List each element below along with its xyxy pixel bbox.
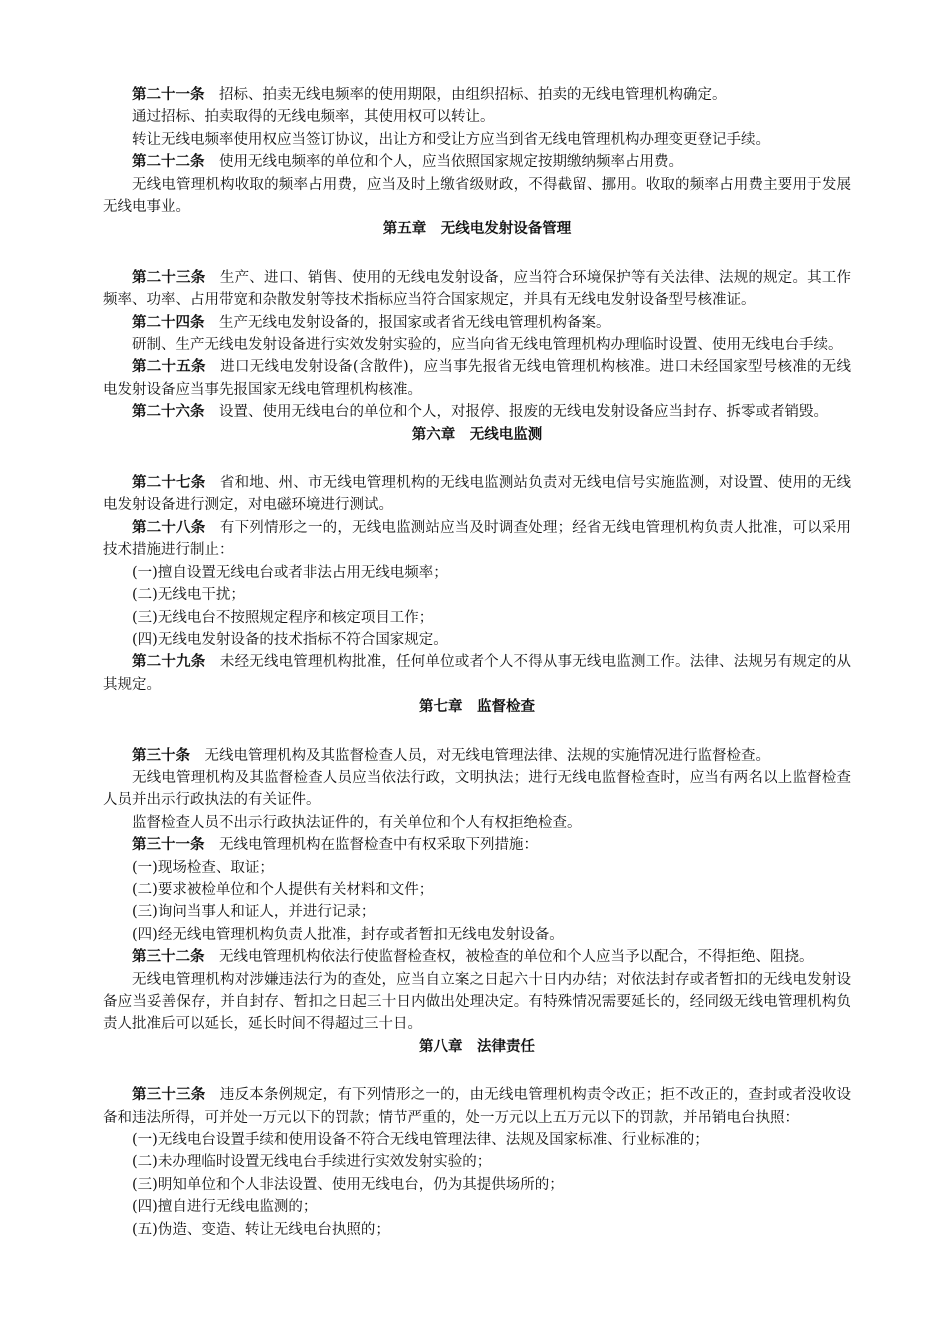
list-item: (五)伪造、变造、转让无线电台执照的； (132, 1221, 390, 1238)
article-text: 无线电管理机构在监督检查中有权采取下列措施： (219, 837, 538, 854)
document-body (103, 84, 851, 1241)
list-item: (二)未办理临时设置无线电台手续进行实效发射实验的； (132, 1154, 492, 1171)
article-32 (103, 946, 851, 968)
article-text: 未经无线电管理机构批准，任何单位或者个人不得从事无线电监测工作。法律、法规另有规定的从其规定。 (103, 654, 851, 693)
article-28 (103, 517, 851, 562)
article-number: 第二十六条 (132, 403, 205, 421)
list-item: (一)擅自设置无线电台或者非法占用无线电频率； (132, 564, 448, 581)
article-number: 第二十四条 (132, 313, 205, 331)
paragraph: 监督检查人员不出示行政执法证件的，有关单位和个人有权拒绝检查。 (132, 814, 582, 831)
chapter-heading: 第八章 法律责任 (419, 1037, 535, 1055)
article-26 (103, 401, 851, 423)
article-33 (103, 1084, 851, 1129)
spacer (103, 241, 851, 267)
article-number: 第三十二条 (132, 948, 205, 966)
spacer (103, 1058, 851, 1084)
spacer (103, 719, 851, 745)
article-number: 第三十一条 (132, 836, 205, 854)
article-text: 使用无线电频率的单位和个人，应当依照国家规定按期缴纳频率占用费。 (219, 154, 683, 171)
article-text: 生产无线电发射设备的，报国家或者省无线电管理机构备案。 (219, 314, 611, 331)
list-item: (二)要求被检单位和个人提供有关材料和文件； (132, 881, 434, 898)
article-text: 有下列情形之一的，无线电监测站应当及时调查处理；经省无线电管理机构负责人批准，可以采用技术措施进行制止： (103, 519, 851, 559)
article-number: 第二十二条 (132, 153, 205, 171)
article-29 (103, 651, 851, 696)
article-31 (103, 834, 851, 856)
list-item: (四)经无线电管理机构负责人批准，封存或者暂扣无线电发射设备。 (132, 926, 564, 943)
article-text: 招标、拍卖无线电频率的使用期限，由组织招标、拍卖的无线电管理机构确定。 (219, 87, 727, 103)
article-number: 第二十九条 (132, 653, 206, 671)
article-text: 进口无线电发射设备(含散件)，应当事先报省无线电管理机构核准。进口未经国家型号核准的无线电发射设备应当事先报国家无线电管理机构核准。 (103, 359, 851, 398)
paragraph: 无线电管理机构收取的频率占用费，应当及时上缴省级财政，不得截留、挪用。收取的频率占用费主要用于发展无线电事业。 (103, 176, 851, 216)
paragraph: 无线电管理机构及其监督检查人员应当依法行政，文明执法；进行无线电监督检查时，应当有两名以上监督检查人员并出示行政执法的有关证件。 (103, 769, 851, 809)
article-number: 第三十条 (132, 746, 190, 764)
chapter-heading: 第五章 无线电发射设备管理 (382, 220, 572, 238)
article-number: 第二十三条 (132, 268, 206, 286)
article-number: 第二十一条 (132, 86, 205, 103)
paragraph: 转让无线电频率使用权应当签订协议，出让方和受让方应当到省无线电管理机构办理变更登记手续。 (132, 131, 770, 148)
article-number: 第二十五条 (132, 358, 206, 376)
article-number: 第二十八条 (132, 518, 206, 536)
list-item: (二)无线电干扰； (132, 587, 245, 604)
chapter-heading: 第六章 无线电监测 (411, 425, 543, 443)
article-21 (103, 84, 851, 106)
article-30 (103, 745, 851, 767)
article-24 (103, 312, 851, 334)
chapter-heading: 第七章 监督检查 (419, 698, 535, 716)
article-text: 省和地、州、市无线电管理机构的无线电监测站负责对无线电信号实施监测，对设置、使用的无线电发射设备进行测定，对电磁环境进行测试。 (103, 475, 851, 514)
list-item: (三)明知单位和个人非法设置、使用无线电台，仍为其提供场所的； (132, 1176, 564, 1193)
article-text: 生产、进口、销售、使用的无线电发射设备，应当符合环境保护等有关法律、法规的规定。其工作频率、功率、占用带宽和杂散发射等技术指标应当符合国家规定，并具有无线电发射设备型号核准证。 (103, 269, 851, 309)
list-item: (四)无线电发射设备的技术指标不符合国家规定。 (132, 631, 448, 648)
list-item: (一)现场检查、取证； (132, 859, 274, 876)
list-item: (三)询问当事人和证人，并进行记录； (132, 904, 376, 921)
paragraph: 通过招标、拍卖取得的无线电频率，其使用权可以转让。 (132, 109, 495, 126)
spacer (103, 446, 851, 472)
article-text: 无线电管理机构及其监督检查人员，对无线电管理法律、法规的实施情况进行监督检查。 (204, 747, 770, 764)
article-27 (103, 472, 851, 517)
article-23 (103, 267, 851, 312)
list-item: (四)擅自进行无线电监测的； (132, 1199, 318, 1216)
article-text: 设置、使用无线电台的单位和个人，对报停、报废的无线电发射设备应当封存、拆零或者销毁。 (219, 404, 828, 421)
list-item: (一)无线电台设置手续和使用设备不符合无线电管理法律、法规及国家标准、行业标准的； (132, 1132, 709, 1148)
paragraph: 研制、生产无线电发射设备进行实效发射实验的，应当向省无线电管理机构办理临时设置、使用无线电台手续。 (132, 337, 843, 354)
article-22 (103, 151, 851, 173)
article-text: 无线电管理机构依法行使监督检查权，被检查的单位和个人应当予以配合，不得拒绝、阻挠。 (219, 949, 814, 966)
article-25 (103, 356, 851, 401)
article-text: 违反本条例规定，有下列情形之一的，由无线电管理机构责令改正；拒不改正的，查封或者没收设备和违法所得，可并处一万元以下的罚款；情节严重的，处一万元以上五万元以下的罚款，并吊销电台执照： (103, 1087, 851, 1126)
list-item: (三)无线电台不按照规定程序和核定项目工作； (132, 609, 434, 626)
paragraph: 无线电管理机构对涉嫌违法行为的查处，应当自立案之日起六十日内办结；对依法封存或者暂扣的无线电发射设备应当妥善保存，并自封存、暂扣之日起三十日内做出处理决定。有特殊情况需要延长的，经同级无线电管理机构负责人批准后可以延长，延长时间不得超过三十日。 (103, 971, 851, 1033)
article-number: 第三十三条 (132, 1086, 206, 1104)
article-number: 第二十七条 (132, 474, 206, 492)
